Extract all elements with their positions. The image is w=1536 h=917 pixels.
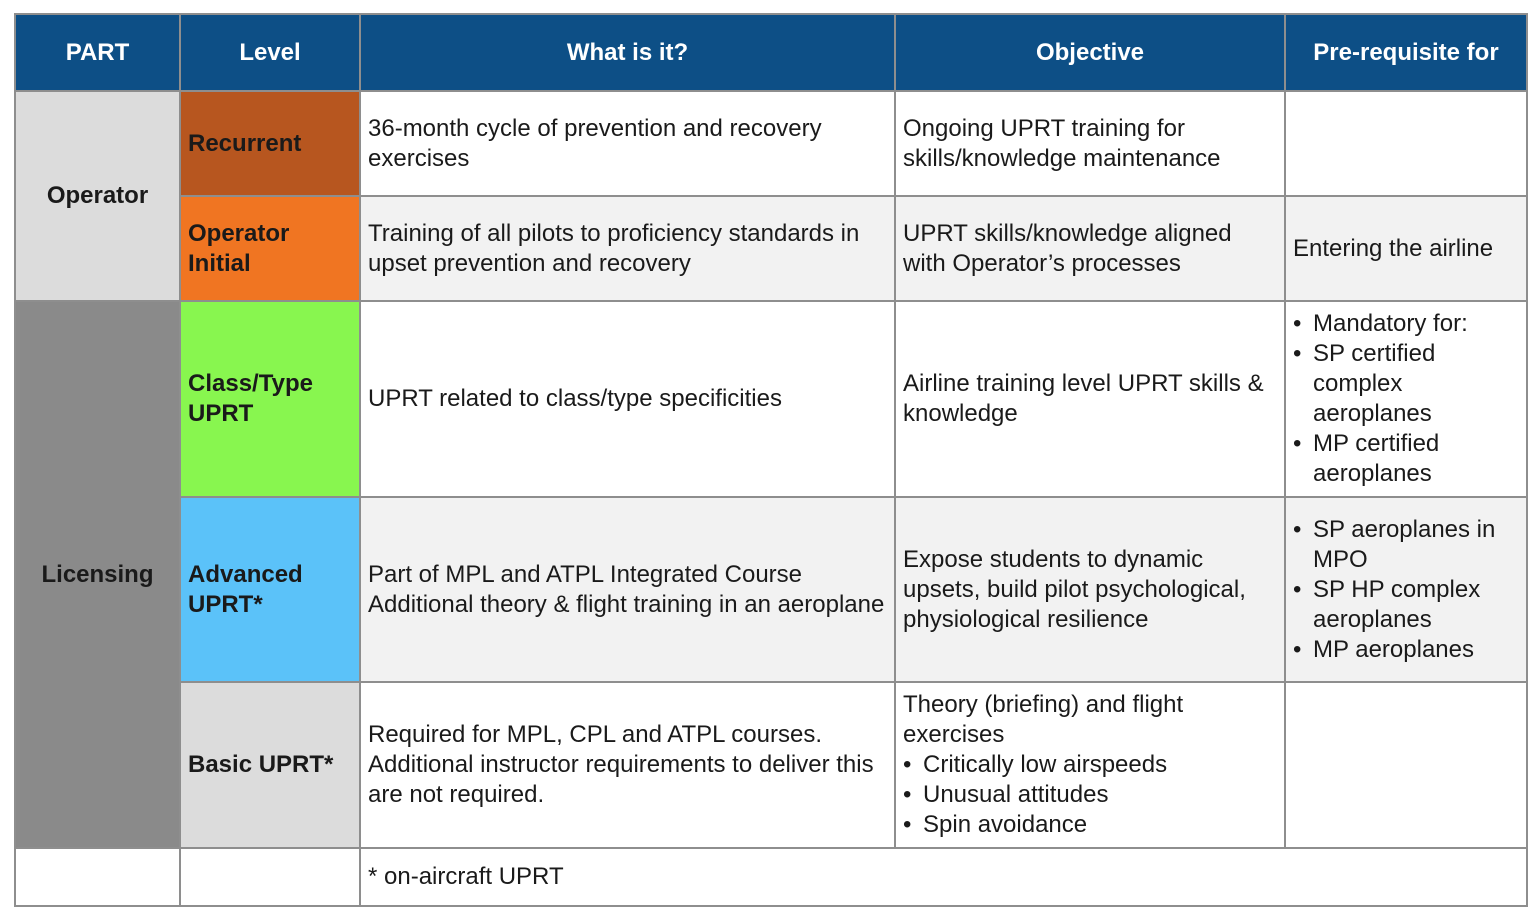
- list-item: • MP aeroplanes: [1293, 635, 1519, 665]
- objective-cell: UPRT skills/knowledge aligned with Operator’s processes: [895, 196, 1285, 301]
- level-advanced: Advanced UPRT*: [180, 497, 360, 682]
- list-item: • SP aeroplanes in MPO: [1293, 515, 1519, 575]
- empty-cell: [15, 848, 180, 906]
- prereq-cell: Entering the airline: [1285, 196, 1527, 301]
- header-prereq: Pre-requisite for: [1285, 14, 1527, 91]
- level-operator-initial: Operator Initial: [180, 196, 360, 301]
- level-class-type: Class/Type UPRT: [180, 301, 360, 497]
- prereq-list: [1293, 515, 1519, 665]
- objective-list: [903, 750, 1277, 840]
- header-level: Level: [180, 14, 360, 91]
- header-objective: Objective: [895, 14, 1285, 91]
- prereq-cell: [1285, 497, 1527, 682]
- prereq-cell: [1285, 682, 1527, 848]
- level-basic: Basic UPRT*: [180, 682, 360, 848]
- level-recurrent: Recurrent: [180, 91, 360, 196]
- what-cell: UPRT related to class/type specificities: [360, 301, 895, 497]
- part-licensing-cell: Licensing: [15, 301, 180, 848]
- list-item: • Unusual attitudes: [903, 780, 1277, 810]
- what-cell: Training of all pilots to proficiency standards in upset prevention and recovery: [360, 196, 895, 301]
- table-row: [15, 301, 1527, 497]
- table-row: [15, 91, 1527, 196]
- prereq-cell: [1285, 91, 1527, 196]
- header-row: [15, 14, 1527, 91]
- list-item: • SP HP complex aeroplanes: [1293, 575, 1519, 635]
- objective-cell: Ongoing UPRT training for skills/knowledge maintenance: [895, 91, 1285, 196]
- empty-cell: [180, 848, 360, 906]
- footnote-row: [15, 848, 1527, 906]
- table-row: [15, 497, 1527, 682]
- header-part: PART: [15, 14, 180, 91]
- table-row: [15, 682, 1527, 848]
- list-item: • Mandatory for:: [1293, 309, 1519, 339]
- footnote: * on-aircraft UPRT: [360, 848, 1527, 906]
- uprt-table: [14, 13, 1528, 907]
- part-operator-cell: Operator: [15, 91, 180, 301]
- list-item: • Critically low airspeeds: [903, 750, 1277, 780]
- objective-cell: [895, 682, 1285, 848]
- what-cell: Required for MPL, CPL and ATPL courses. Additional instructor requirements to deliver this are not required.: [360, 682, 895, 848]
- list-item: • MP certified aeroplanes: [1293, 429, 1519, 489]
- list-item: • Spin avoidance: [903, 810, 1277, 840]
- table-row: [15, 196, 1527, 301]
- objective-cell: Airline training level UPRT skills & knowledge: [895, 301, 1285, 497]
- objective-text: Theory (briefing) and flight exercises: [903, 691, 1184, 748]
- prereq-list: [1293, 309, 1519, 489]
- header-what: What is it?: [360, 14, 895, 91]
- prereq-cell: [1285, 301, 1527, 497]
- what-cell: 36-month cycle of prevention and recovery exercises: [360, 91, 895, 196]
- list-item: • SP certified complex aeroplanes: [1293, 339, 1519, 429]
- what-cell: Part of MPL and ATPL Integrated Course Additional theory & flight training in an aeroplane: [360, 497, 895, 682]
- objective-cell: Expose students to dynamic upsets, build pilot psychological, physiological resilience: [895, 497, 1285, 682]
